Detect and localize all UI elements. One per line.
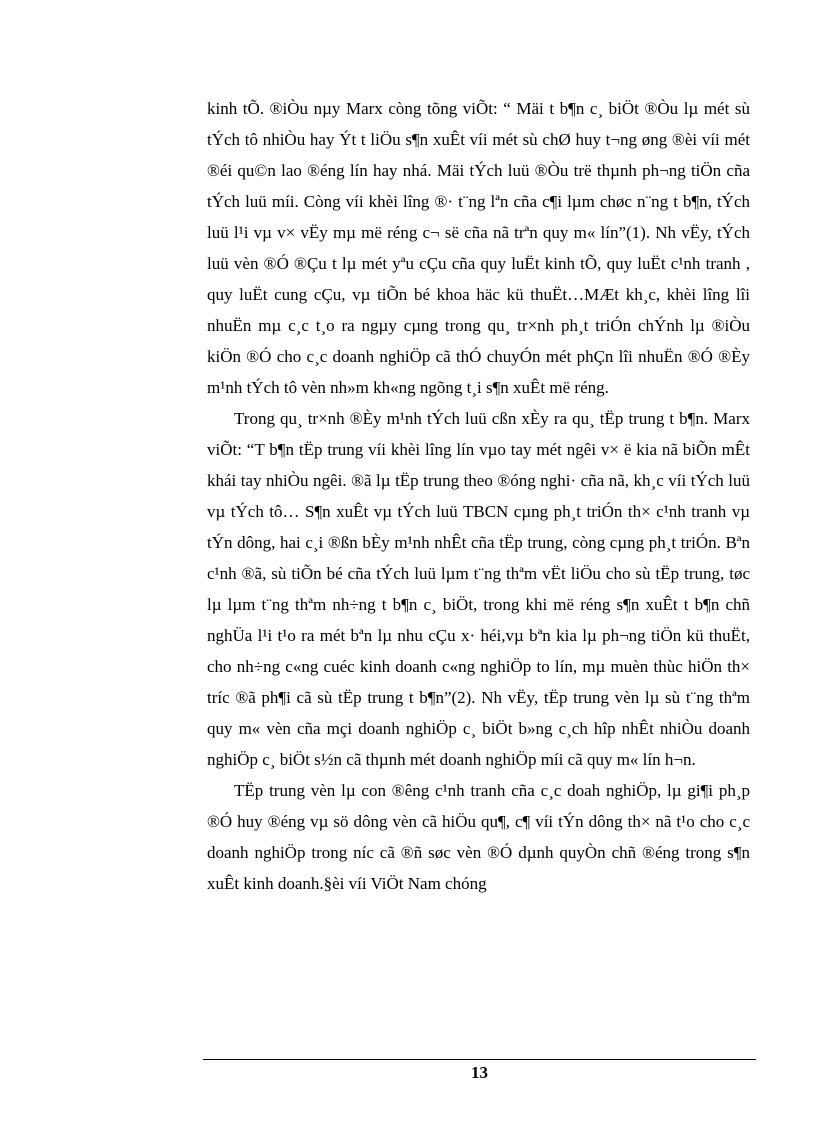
paragraph-capital-accumulation: kinh tÕ. ®iÒu nµy Marx còng tõng viÕt: “ Mäi t b¶n c¸ biÖt ®Òu lµ mét sù tÝch tô nhiÒu hay Ýt t liÖu s¶n xuÊt víi mét sù chØ huy t¬ng øng ®èi víi mét ®éi qu©n lao ®éng lín hay nhá. Mäi tÝch luü ®Òu trë thµnh ph¬ng tiÖn cña tÝch luü míi. Còng víi khèi lîng ®· t¨ng lªn cña c¶i lµm chøc n¨ng t b¶n, tÝch luü l¹i vµ v× vËy mµ më réng c¬ së cña nã trªn quy m« lín”(1). Nh vËy, tÝch luü vèn ®Ó ®Çu t lµ mét yªu cÇu cña quy luËt kinh tÕ, quy luËt c¹nh tranh , quy luËt cung cÇu, vµ tiÕn bé khoa häc kü thuËt…MÆt kh¸c, khèi lîng lîi nhuËn mµ c¸c t¸o ra ngµy cµng trong qu¸ tr×nh ph¸t triÓn chÝnh lµ ®iÒu kiÖn ®Ó cho c¸c doanh nghiÖp cã thÓ chuyÓn mét phÇn lîi nhuËn ®Ó ®Èy m¹nh tÝch tô vèn nh»m kh«ng ngõng t¸i s¶n xuÊt më réng.: [207, 99, 750, 397]
page-number: 13: [471, 1063, 488, 1082]
page-body: [207, 93, 750, 899]
paragraph-concentration-competition: TËp trung vèn lµ con ®êng c¹nh tranh cña c¸c doah nghiÖp, lµ gi¶i ph¸p ®Ó huy ®éng vµ sö dông vèn cã hiÖu qu¶, c¶ víi tÝn dông th× nã t¹o cho c¸c doanh nghiÖp trong níc cã ®ñ søc vèn ®Ó dµnh quyÒn chñ ®éng trong s¶n xuÊt kinh doanh.§èi víi ViÖt Nam chóng: [207, 781, 750, 893]
footer-divider: [203, 1059, 756, 1060]
paragraph-capital-concentration: Trong qu¸ tr×nh ®Èy m¹nh tÝch luü cßn xÈy ra qu¸ tËp trung t b¶n. Marx viÕt: “T b¶n tËp trung víi khèi lîng lín vµo tay mét ngêi v× ë kia nã biÕn mÊt khái tay nhiÒu ngêi. ®ã lµ tËp trung theo ®óng nghi· cña nã, kh¸c víi tÝch luü vµ tÝch tô… S¶n xuÊt vµ tÝch luü TBCN cµng ph¸t triÓn th× c¹nh tranh vµ tÝn dông, hai c¸i ®ßn bÈy m¹nh nhÊt cña tËp trung, còng cµng ph¸t triÓn. Bªn c¹nh ®ã, sù tiÕn bé cña tÝch luü lµm t¨ng thªm vËt liÖu cho sù tËp trung, tøc lµ lµm t¨ng thªm nh÷ng t b¶n c¸ biÖt, trong khi më réng s¶n xuÊt t b¶n chñ nghÜa l¹i t¹o ra mét bªn lµ nhu cÇu x· héi,vµ bªn kia lµ ph¬ng tiÖn kü thuËt, cho nh÷ng c«ng cuéc kinh doanh c«ng nghiÖp to lín, mµ muèn thùc hiÖn th× tríc ®ã ph¶i cã sù tËp trung t b¶n”(2). Nh vËy, tËp trung vèn lµ sù t¨ng thªm quy m« vèn cña mçi doanh nghiÖp c¸ biÖt b»ng c¸ch hîp nhÊt nhiÒu doanh nghiÖp c¸ biÖt s½n cã thµnh mét doanh nghiÖp míi cã quy m« lín h¬n.: [207, 409, 750, 769]
